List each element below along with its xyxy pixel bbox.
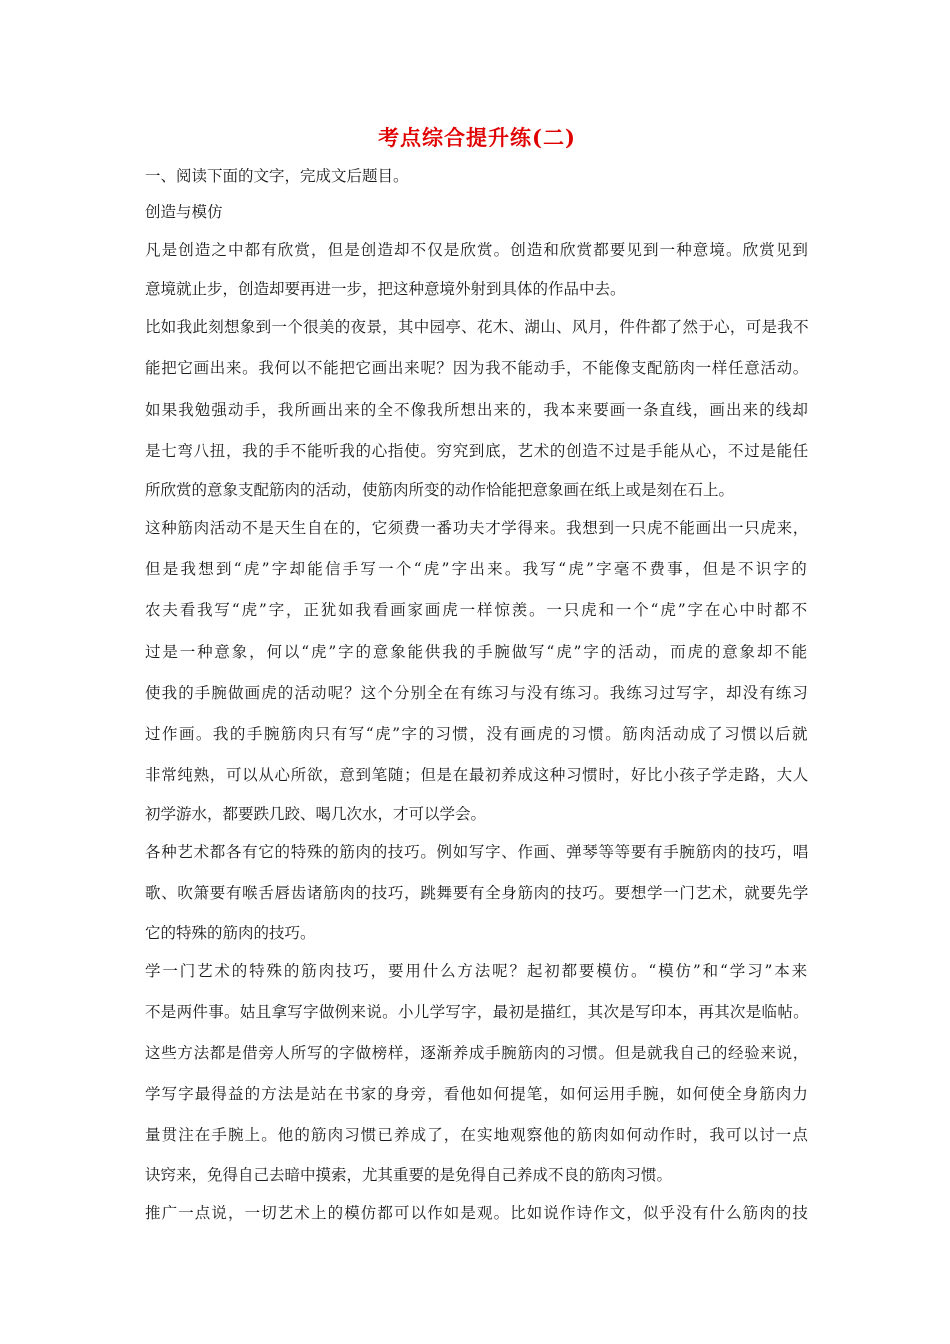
text-line: 这些方法都是借旁人所写的字做榜样，逐渐养成手腕筋肉的习惯。但是就我自己的经验来说， — [145, 1044, 809, 1062]
text-line: 这种筋肉活动不是天生自在的，它须费一番功夫才学得来。我想到一只虎不能画出一只虎来， — [145, 518, 809, 537]
text-line: 一、阅读下面的文字，完成文后题目。 — [145, 167, 409, 185]
text-line: 如果我勉强动手，我所画出来的全不像我所想出来的，我本来要画一条直线，画出来的线却 — [145, 400, 809, 419]
text-line: 它的特殊的筋肉的技巧。 — [145, 923, 316, 942]
text-line: 农夫看我写“虎”字，正犹如我看画家画虎一样惊羡。一只虎和一个“虎”字在心中时都不 — [145, 601, 809, 620]
text-line: 意境就止步，创造却要再进一步，把这种意境外射到具体的作品中去。 — [145, 280, 626, 299]
text-line: 使我的手腕做画虎的活动呢？这个分别全在有练习与没有练习。我练习过写字，却没有练习 — [145, 683, 809, 702]
text-line: 过是一种意象，何以“虎”字的意象能供我的手腕做写“虎”字的活动，而虎的意象却不能 — [145, 642, 809, 661]
text-line: 量贯注在手腕上。他的筋肉习惯已养成了，在实地观察他的筋肉如何动作时，我可以讨一点 — [145, 1126, 809, 1145]
page-title: 考点综合提升练(二) — [378, 125, 576, 150]
text-line: 各种艺术都各有它的特殊的筋肉的技巧。例如写字、作画、弹琴等等要有手腕筋肉的技巧，唱 — [145, 843, 809, 862]
text-line: 诀窍来，免得自己去暗中摸索，尤其重要的是免得自己养成不良的筋肉习惯。 — [145, 1165, 673, 1184]
text-line: 过作画。我的手腕筋肉只有写“虎”字的习惯，没有画虎的习惯。筋肉活动成了习惯以后就 — [145, 724, 809, 743]
text-line: 所欣赏的意象支配筋肉的活动，使筋肉所变的动作恰能把意象画在纸上或是刻在石上。 — [145, 480, 735, 499]
text-line: 创造与模仿 — [145, 203, 223, 221]
text-line: 凡是创造之中都有欣赏，但是创造却不仅是欣赏。创造和欣赏都要见到一种意境。欣赏见到 — [145, 241, 809, 259]
text-line: 比如我此刻想象到一个很美的夜景，其中园亭、花木、湖山、风月，件件都了然于心，可是我不 — [145, 318, 809, 337]
text-line: 推广一点说，一切艺术上的模仿都可以作如是观。比如说作诗作文，似乎没有什么筋肉的技 — [145, 1203, 809, 1222]
text-line: 初学游水，都要跌几跤、喝几次水，才可以学会。 — [145, 805, 487, 824]
text-line: 但是我想到“虎”字却能信手写一个“虎”字出来。我写“虎”字毫不费事，但是不识字的 — [145, 560, 809, 579]
text-line: 非常纯熟，可以从心所欲，意到笔随；但是在最初养成这种习惯时，好比小孩子学走路，大人 — [145, 766, 809, 785]
text-line: 歌、吹箫要有喉舌唇齿诸筋肉的技巧，跳舞要有全身筋肉的技巧。要想学一门艺术，就要先学 — [145, 884, 809, 903]
article-body — [145, 158, 809, 1234]
text-line: 学写字最得益的方法是站在书家的身旁，看他如何提笔，如何运用手腕，如何使全身筋肉力 — [145, 1085, 809, 1104]
text-line: 学一门艺术的特殊的筋肉技巧，要用什么方法呢？起初都要模仿。“模仿”和“学习”本来 — [145, 961, 809, 980]
text-line: 不是两件事。姑且拿写字做例来说。小儿学写字，最初是描红，其次是写印本，再其次是临帖。 — [145, 1002, 809, 1021]
text-line: 能把它画出来。我何以不能把它画出来呢？因为我不能动手，不能像支配筋肉一样任意活动。 — [145, 359, 809, 378]
document-page — [145, 118, 809, 1234]
text-line: 是七弯八扭，我的手不能听我的心指使。穷究到底，艺术的创造不过是手能从心，不过是能任 — [145, 441, 809, 460]
